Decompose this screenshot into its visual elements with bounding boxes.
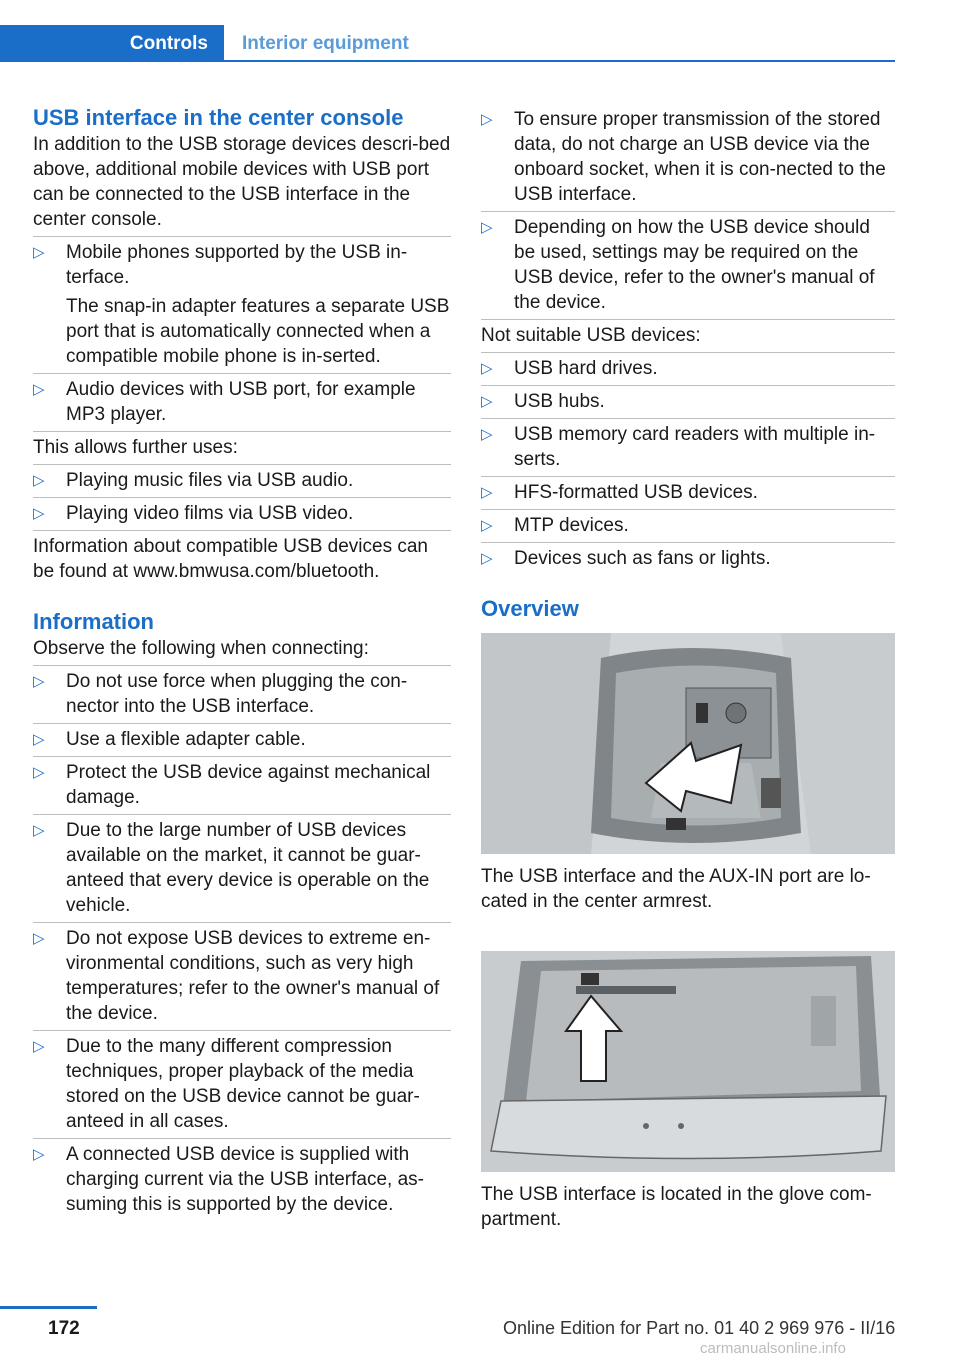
triangle-bullet-icon: ▷: [481, 219, 493, 236]
list-item: ▷ To ensure proper transmission of the stored data, do not charge an USB device via the onboard socket, when it is con‐nected to the USB interface.: [481, 104, 895, 212]
list-item: ▷ Playing video films via USB video.: [33, 498, 451, 531]
list-item: ▷ Audio devices with USB port, for example MP3 player.: [33, 374, 451, 432]
heading-overview: Overview: [481, 596, 579, 621]
list-item: ▷ Use a flexible adapter cable.: [33, 724, 451, 757]
list-item: ▷ Due to the large number of USB devices available on the market, it cannot be guar‐anteed that every device is operable on the vehicle.: [33, 815, 451, 923]
observe-paragraph: Observe the following when connecting:: [33, 638, 369, 659]
list-item: ▷ USB hard drives.: [481, 352, 895, 386]
list-item: ▷ Playing music files via USB audio.: [33, 464, 451, 498]
list-item: ▷ USB hubs.: [481, 386, 895, 419]
caption-center-armrest: The USB interface and the AUX-IN port are lo‐cated in the center armrest.: [481, 866, 871, 912]
triangle-bullet-icon: ▷: [481, 393, 493, 410]
triangle-bullet-icon: ▷: [33, 764, 45, 781]
triangle-bullet-icon: ▷: [481, 517, 493, 534]
center-armrest-photo: [481, 633, 895, 854]
triangle-bullet-icon: ▷: [33, 822, 45, 839]
triangle-bullet-icon: ▷: [33, 731, 45, 748]
not-suitable-list: [481, 352, 895, 575]
triangle-bullet-icon: ▷: [481, 426, 493, 443]
supported-devices-list: [33, 236, 451, 432]
list-item: ▷ Depending on how the USB device should be used, settings may be required on the USB device, refer to the owner's manual of the device.: [481, 212, 895, 320]
list-item: ▷ Due to the many different compression techniques, proper playback of the media stored on the USB device cannot be guar‐anteed in all cases.: [33, 1031, 451, 1139]
not-suitable-paragraph: Not suitable USB devices:: [481, 325, 701, 346]
edition-note: Online Edition for Part no. 01 40 2 969 976 - II/16: [503, 1318, 896, 1338]
list-item: ▷ A connected USB device is supplied with charging current via the USB interface, as‐suming this is supported by the device.: [33, 1144, 425, 1215]
connection-notes-list: [33, 665, 451, 1221]
list-item: ▷ Do not use force when plugging the con‐nector into the USB interface.: [33, 665, 451, 724]
connection-notes-list-continued: [481, 104, 895, 320]
center-armrest-illustration: [481, 633, 895, 854]
triangle-bullet-icon: ▷: [33, 472, 45, 489]
glove-compartment-illustration: [481, 951, 895, 1172]
tab-controls[interactable]: Controls: [0, 25, 224, 62]
triangle-bullet-icon: ▷: [33, 244, 45, 261]
triangle-bullet-icon: ▷: [33, 930, 45, 947]
list-item: ▷ HFS-formatted USB devices.: [481, 477, 895, 510]
caption-glove-compartment: The USB interface is located in the glove com‐partment.: [481, 1184, 872, 1230]
list-item: ▷ Mobile phones supported by the USB in‐terface. The snap-in adapter features a separate USB port that is automatically connected when a compatible mobile phone is in‐serted.: [33, 236, 451, 374]
triangle-bullet-icon: ▷: [481, 550, 493, 567]
list-item: ▷ Protect the USB device against mechanical damage.: [33, 757, 451, 815]
tab-interior-equipment[interactable]: Interior equipment: [242, 32, 409, 54]
triangle-bullet-icon: ▷: [33, 381, 45, 398]
watermark: carmanualsonline.info: [700, 1340, 846, 1357]
triangle-bullet-icon: ▷: [33, 505, 45, 522]
footer-accent-line: [0, 1306, 97, 1309]
triangle-bullet-icon: ▷: [481, 360, 493, 377]
header-bar: [0, 0, 895, 62]
list-item: ▷ MTP devices.: [481, 510, 895, 543]
triangle-bullet-icon: ▷: [33, 673, 45, 690]
left-column: [33, 104, 451, 1221]
list-item: ▷ USB memory card readers with multiple in‐serts.: [481, 419, 895, 477]
triangle-bullet-icon: ▷: [481, 111, 493, 128]
info-link-paragraph: Information about compatible USB devices can be found at www.bmwusa.com/bluetooth.: [33, 536, 428, 582]
triangle-bullet-icon: ▷: [33, 1038, 45, 1055]
heading-usb-interface: USB interface in the center console: [33, 105, 404, 130]
glove-compartment-photo: [481, 951, 895, 1172]
page-number: 172: [48, 1318, 80, 1339]
triangle-bullet-icon: ▷: [481, 484, 493, 501]
list-item: ▷ Devices such as fans or lights.: [481, 548, 771, 569]
list-item: ▷ Do not expose USB devices to extreme en‐vironmental conditions, such as very high temperatures; refer to the owner's manual of the device.: [33, 923, 451, 1031]
uses-paragraph: This allows further uses:: [33, 437, 238, 458]
intro-paragraph: In addition to the USB storage devices descri‐bed above, additional mobile devices with USB port can be connected to the USB interface in the center console.: [33, 134, 451, 230]
uses-list: [33, 464, 451, 531]
heading-information: Information: [33, 609, 154, 634]
triangle-bullet-icon: ▷: [33, 1146, 45, 1163]
right-column: [481, 104, 895, 1232]
